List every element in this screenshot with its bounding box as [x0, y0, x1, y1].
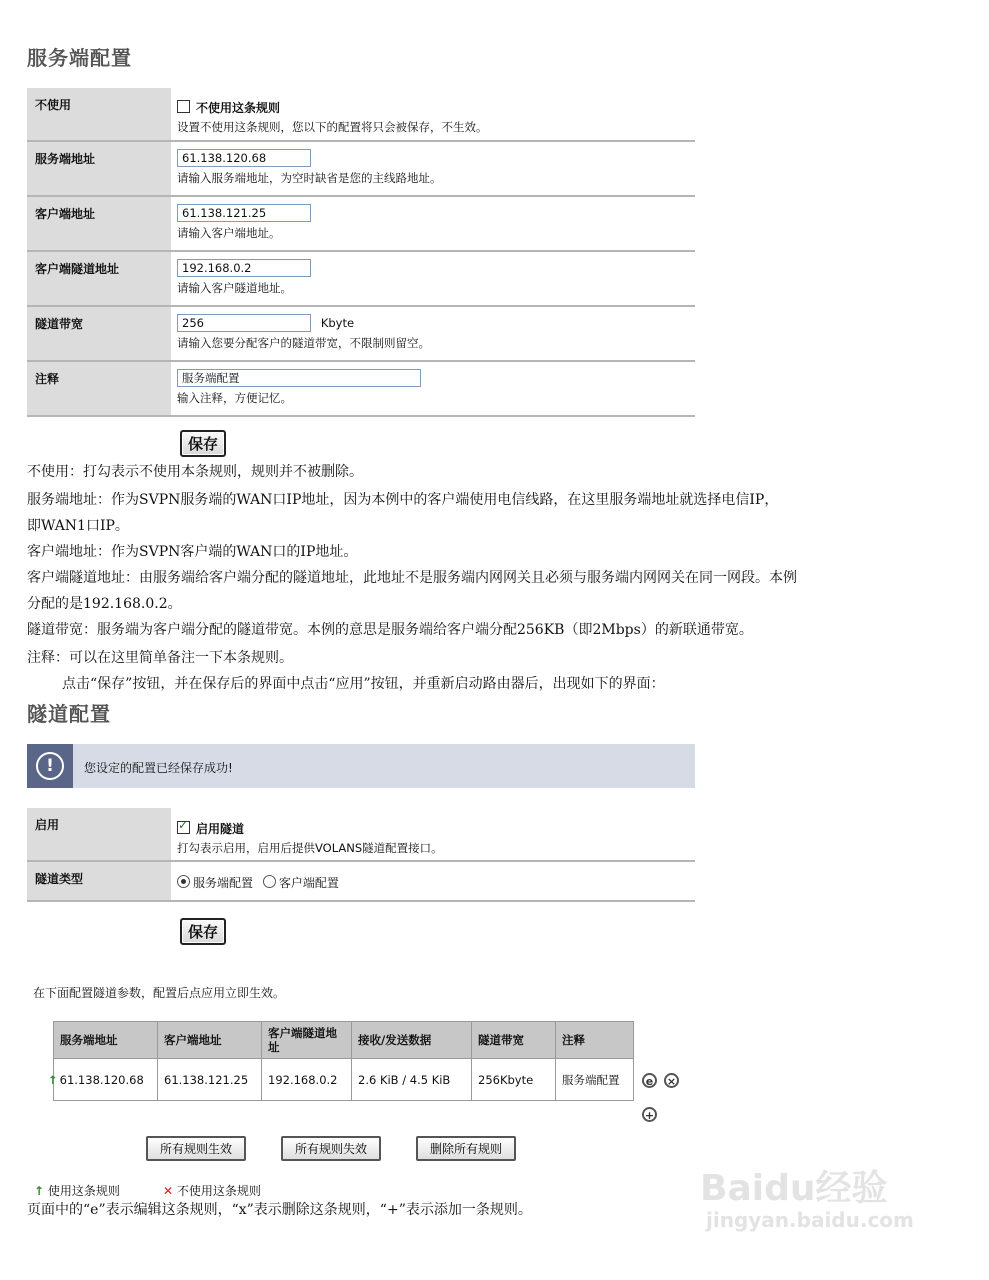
enable-all-button[interactable]: 所有规则生效 [146, 1136, 246, 1161]
row-label: 不使用 [27, 88, 171, 140]
row-hint: 打勾表示启用，启用后提供VOLANS隧道配置接口。 [177, 841, 443, 855]
section1-title: 服务端配置 [27, 46, 132, 70]
legend-use: ↑ 使用这条规则 [34, 1184, 120, 1198]
row-hint: 请输入服务端地址，为空时缺省是您的主线路地址。 [177, 171, 442, 185]
desc-line: 服务端地址：作为SVPN服务端的WAN口IP地址，因为本例中的客户端使用电信线路，在这里服务端地址就选择电信IP， [27, 492, 779, 508]
bandwidth-unit: Kbyte [320, 315, 355, 330]
desc-line: 注释：可以在这里简单备注一下本条规则。 [27, 650, 293, 666]
col-header: 接收/发送数据 [352, 1022, 472, 1059]
add-icon[interactable]: + [642, 1107, 657, 1122]
desc-line: 客户端隧道地址：由服务端给客户端分配的隧道地址，此地址不是服务端内网网关且必须与服务端内网网关在同一网段。本例 [27, 570, 797, 586]
col-header: 服务端地址 [54, 1022, 158, 1059]
row-label: 客户端地址 [27, 197, 171, 250]
server-address-input[interactable]: 61.138.120.68 [177, 149, 311, 167]
legend-nouse: ✕ 不使用这条规则 [163, 1184, 261, 1198]
alert-icon: ! [27, 744, 73, 788]
row-hint: 输入注释，方便记忆。 [177, 391, 292, 405]
disable-rule-checkbox[interactable] [177, 100, 190, 113]
row-label: 注释 [27, 362, 171, 415]
cell-traffic: 2.6 KiB / 4.5 KiB [352, 1059, 472, 1101]
col-header: 客户端地址 [158, 1022, 262, 1059]
row-bandwidth [27, 307, 695, 362]
save-button[interactable]: 保存 [180, 430, 226, 457]
edit-icon[interactable]: e [642, 1073, 657, 1088]
row-label: 启用 [27, 808, 171, 860]
row-label: 服务端地址 [27, 142, 171, 195]
row-client-address [27, 197, 695, 252]
radio-server[interactable] [177, 875, 190, 888]
bandwidth-input[interactable]: 256 [177, 314, 311, 332]
comment-input[interactable]: 服务端配置 [177, 369, 421, 387]
row-label: 客户端隧道地址 [27, 252, 171, 305]
x-mark-icon: ✕ [163, 1184, 174, 1198]
table-row [54, 1059, 634, 1101]
row-hint: 请输入您要分配客户的隧道带宽，不限制则留空。 [177, 336, 430, 350]
desc-line: 不使用：打勾表示不使用本条规则，规则并不被删除。 [27, 464, 363, 480]
client-address-input[interactable]: 61.138.121.25 [177, 204, 311, 222]
footer-note: 页面中的“e”表示编辑这条规则，“x”表示删除这条规则，“+”表示添加一条规则。 [27, 1202, 532, 1218]
row-label: 隧道带宽 [27, 307, 171, 360]
delete-icon[interactable]: × [664, 1073, 679, 1088]
row-disable [27, 88, 695, 142]
server-config-form [27, 88, 695, 417]
checkbox-label: 不使用这条规则 [196, 101, 281, 115]
disable-all-button[interactable]: 所有规则失效 [281, 1136, 381, 1161]
section2-title: 隧道配置 [27, 702, 111, 726]
desc-line: 点击“保存”按钮，并在保存后的界面中点击“应用”按钮，并重新启动路由器后，出现如下的界面： [62, 676, 665, 692]
tunnel-table [48, 1021, 634, 1101]
col-header: 注释 [556, 1022, 634, 1059]
arrow-up-icon: ↑ [34, 1184, 45, 1198]
delete-all-button[interactable]: 删除所有规则 [416, 1136, 516, 1161]
notice-text: 您设定的配置已经保存成功! [84, 761, 233, 775]
row-client-tunnel-address [27, 252, 695, 307]
desc-line: 分配的是192.168.0.2。 [27, 596, 182, 612]
arrow-up-icon: ↑ [48, 1072, 58, 1087]
desc-line: 隧道带宽：服务端为客户端分配的隧道带宽。本例的意思是服务端给客户端分配256KB（即2Mbps）的新联通带宽。 [27, 622, 753, 638]
enable-tunnel-checkbox[interactable] [177, 821, 190, 834]
row-hint: 请输入客户隧道地址。 [177, 281, 292, 295]
row-comment [27, 362, 695, 417]
row-label: 隧道类型 [27, 862, 171, 900]
success-notice [27, 744, 695, 788]
checkbox-label: 启用隧道 [196, 822, 245, 836]
save-button[interactable]: 保存 [180, 918, 226, 945]
row-hint: 请输入客户端地址。 [177, 226, 281, 240]
cell-bandwidth: 256Kbyte [472, 1059, 556, 1101]
col-header: 隧道带宽 [472, 1022, 556, 1059]
desc-line: 即WAN1口IP。 [27, 518, 129, 534]
row-enable [27, 808, 695, 862]
desc-line: 客户端地址：作为SVPN客户端的WAN口的IP地址。 [27, 544, 358, 560]
table-header [54, 1022, 634, 1059]
col-header: 客户端隧道地址 [262, 1022, 352, 1059]
tunnel-config-form [27, 808, 695, 902]
radio-client[interactable] [263, 875, 276, 888]
watermark-logo: Baidu经验 [700, 1168, 888, 1209]
row-hint: 设置不使用这条规则，您以下的配置将只会被保存，不生效。 [177, 120, 488, 134]
row-tunnel-type [27, 862, 695, 902]
cell-server: ↑ 61.138.120.68 [54, 1059, 158, 1101]
cell-client: 61.138.121.25 [158, 1059, 262, 1101]
cell-tunnel: 192.168.0.2 [262, 1059, 352, 1101]
cell-comment: 服务端配置 [556, 1059, 634, 1101]
table-intro: 在下面配置隧道参数，配置后点应用立即生效。 [33, 986, 286, 1000]
watermark-url: jingyan.baidu.com [706, 1208, 914, 1232]
client-tunnel-address-input[interactable]: 192.168.0.2 [177, 259, 311, 277]
row-server-address [27, 142, 695, 197]
radio-label: 客户端配置 [278, 876, 339, 890]
radio-label: 服务端配置 [193, 876, 254, 890]
